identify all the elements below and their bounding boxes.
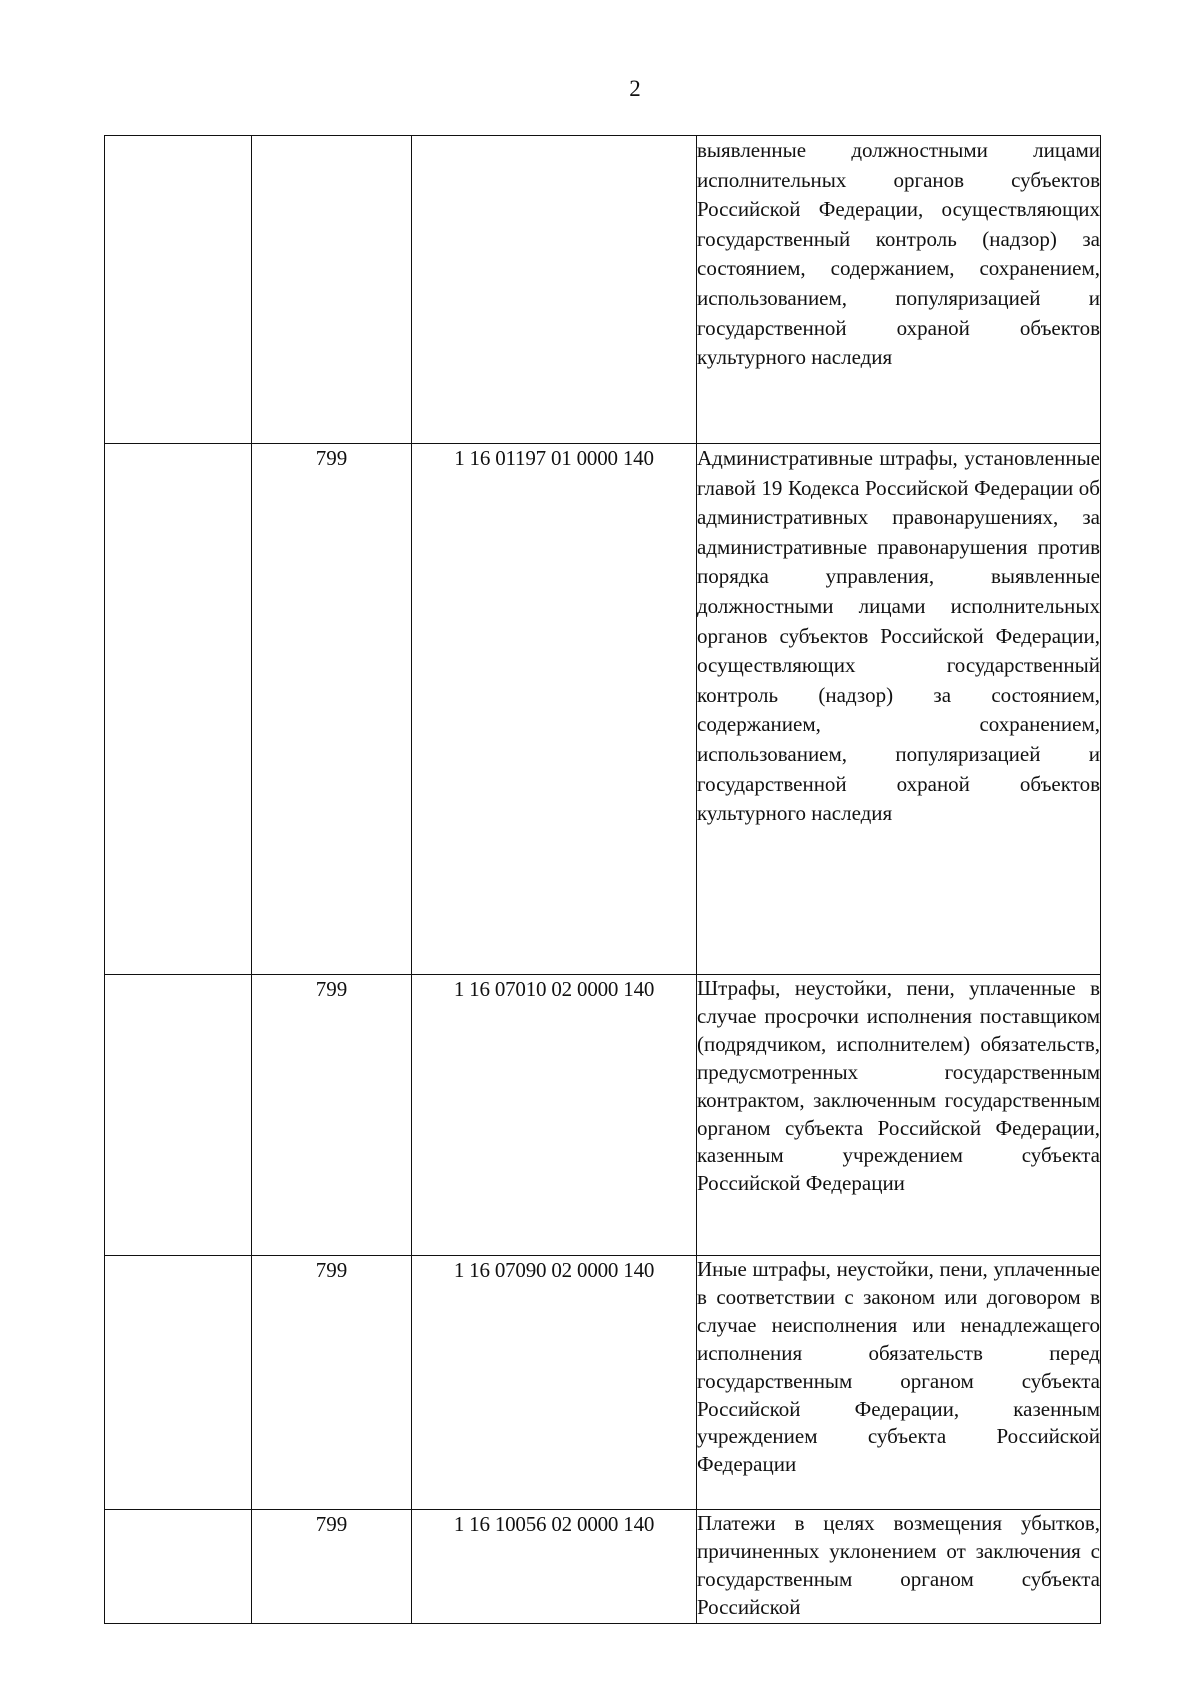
table-row: [105, 1510, 1101, 1624]
empty-cell: [105, 136, 252, 444]
admin-code-cell: 799: [252, 444, 412, 975]
budget-code-cell: [412, 136, 697, 444]
table-row: [105, 1256, 1101, 1510]
table-row: [105, 975, 1101, 1256]
admin-code-cell: 799: [252, 975, 412, 1256]
page-number: 2: [629, 76, 641, 101]
description-cell: выявленные должностными лицами исполнительных органов субъектов Российской Федерации, осуществляющих государственный контроль (надзор) за состоянием, содержанием, сохранением, использованием, популяризацией и государственной охраной объектов культурного наследия: [697, 136, 1101, 444]
budget-code-cell: 1 16 01197 01 0000 140: [412, 444, 697, 975]
budget-codes-table: [104, 135, 1101, 1624]
description-cell: Административные штрафы, установленные главой 19 Кодекса Российской Федерации об административных правонарушениях, за административные правонарушения против порядка управления, выявленные должностными лицами исполнительных органов субъектов Российской Федерации, осуществляющих государственный контроль (надзор) за состоянием, содержанием, сохранением, использованием, популяризацией и государственной охраной объектов культурного наследия: [697, 444, 1101, 975]
budget-code-cell: 1 16 07090 02 0000 140: [412, 1256, 697, 1510]
empty-cell: [105, 975, 252, 1256]
empty-cell: [105, 1510, 252, 1624]
budget-code-cell: 1 16 10056 02 0000 140: [412, 1510, 697, 1624]
description-cell: Платежи в целях возмещения убытков, причиненных уклонением от заключения с государственным органом субъекта Российской: [697, 1510, 1101, 1624]
empty-cell: [105, 1256, 252, 1510]
description-cell: Штрафы, неустойки, пени, уплаченные в случае просрочки исполнения поставщиком (подрядчиком, исполнителем) обязательств, предусмотренных государственным контрактом, заключенным государственным органом субъекта Российской Федерации, казенным учреждением субъекта Российской Федерации: [697, 975, 1101, 1256]
admin-code-cell: 799: [252, 1256, 412, 1510]
description-cell: Иные штрафы, неустойки, пени, уплаченные в соответствии с законом или договором в случае неисполнения или ненадлежащего исполнения обязательств перед государственным органом субъекта Российской Федерации, казенным учреждением субъекта Российской Федерации: [697, 1256, 1101, 1510]
admin-code-cell: 799: [252, 1510, 412, 1624]
table-row: [105, 136, 1101, 444]
budget-code-cell: 1 16 07010 02 0000 140: [412, 975, 697, 1256]
table-row: [105, 444, 1101, 975]
admin-code-cell: [252, 136, 412, 444]
empty-cell: [105, 444, 252, 975]
